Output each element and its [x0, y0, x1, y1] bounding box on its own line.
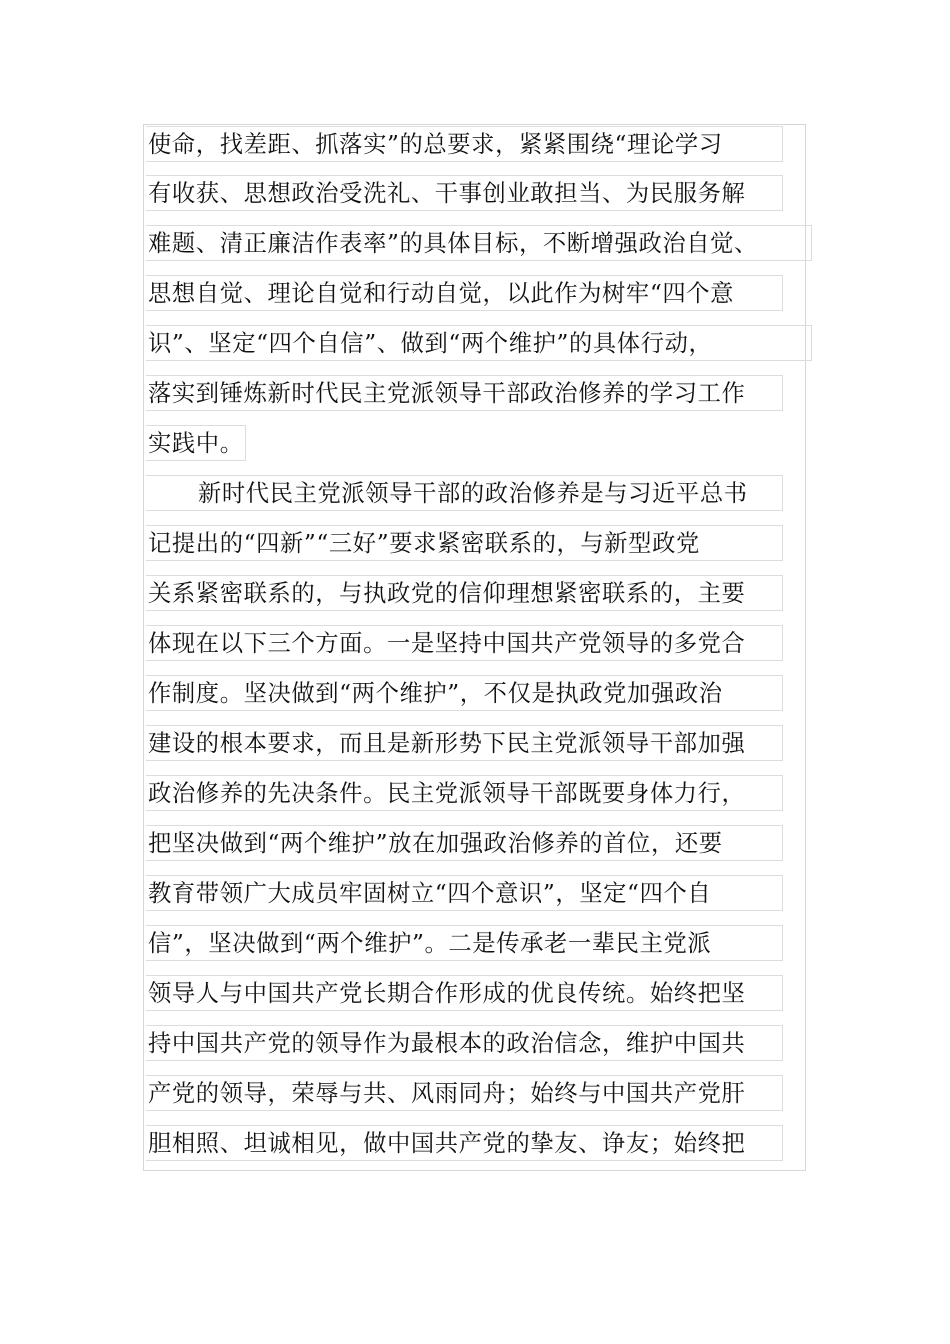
text-line: 体现在以下三个方面。一是坚持中国共产党领导的多党合	[146, 625, 783, 661]
text-line: 使命，找差距、抓落实”的总要求，紧紧围绕“理论学习	[146, 126, 783, 162]
paragraph-first-line: 新时代民主党派领导干部的政治修养是与习近平总书	[146, 475, 783, 511]
text-line: 有收获、思想政治受洗礼、干事创业敢担当、为民服务解	[146, 175, 783, 211]
text-line: 政治修养的先决条件。民主党派领导干部既要身体力行，	[146, 775, 783, 811]
text-line: 领导人与中国共产党长期合作形成的优良传统。始终把坚	[146, 975, 783, 1011]
text-line: 胆相照、坦诚相见，做中国共产党的挚友、诤友；始终把	[146, 1125, 783, 1161]
text-line: 持中国共产党的领导作为最根本的政治信念，维护中国共	[146, 1025, 783, 1061]
text-line: 把坚决做到“两个维护”放在加强政治修养的首位，还要	[146, 825, 783, 861]
text-line: 建设的根本要求，而且是新形势下民主党派领导干部加强	[146, 725, 783, 761]
text-line: 教育带领广大成员牢固树立“四个意识”，坚定“四个自	[146, 875, 783, 911]
text-line: 落实到锤炼新时代民主党派领导干部政治修养的学习工作	[146, 375, 783, 411]
text-line: 实践中。	[146, 425, 246, 461]
text-line: 难题、清正廉洁作表率”的具体目标，不断增强政治自觉、	[146, 225, 812, 261]
text-line: 作制度。坚决做到“两个维护”，不仅是执政党加强政治	[146, 675, 783, 711]
text-line: 关系紧密联系的，与执政党的信仰理想紧密联系的，主要	[146, 575, 783, 611]
text-line: 信”，坚决做到“两个维护”。二是传承老一辈民主党派	[146, 925, 783, 961]
text-line: 记提出的“四新”“三好”要求紧密联系的，与新型政党	[146, 525, 783, 561]
text-line: 思想自觉、理论自觉和行动自觉，以此作为树牢“四个意	[146, 275, 783, 311]
text-line: 产党的领导，荣辱与共、风雨同舟；始终与中国共产党肝	[146, 1075, 783, 1111]
text-line: 识”、坚定“四个自信”、做到“两个维护”的具体行动，	[146, 325, 812, 361]
